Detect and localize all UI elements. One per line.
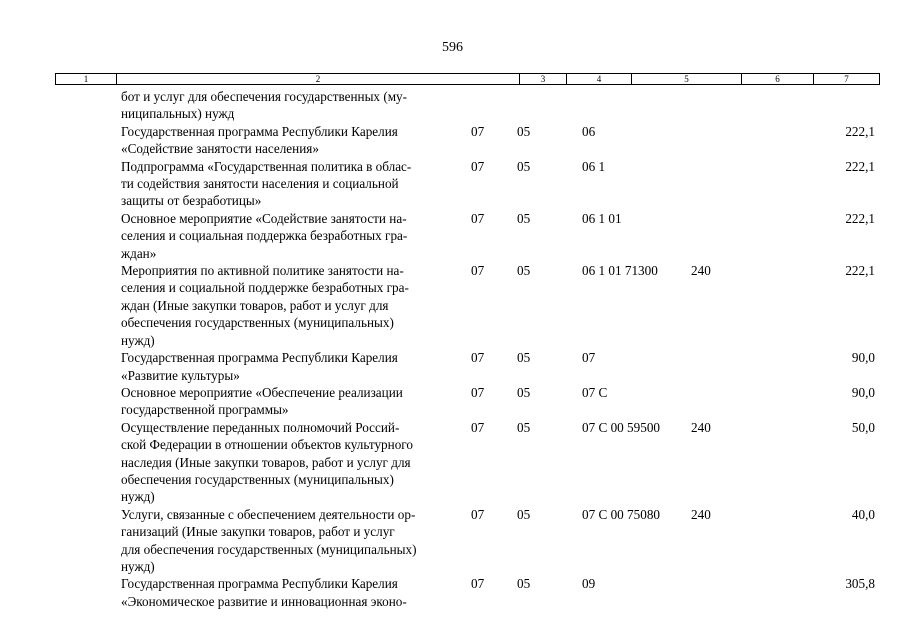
row-col3: 07 (471, 506, 485, 522)
row-col3: 07 (471, 419, 485, 435)
row-col3: 07 (471, 384, 485, 400)
table-row (0, 123, 905, 158)
row-col4: 05 (517, 210, 531, 226)
row-col4: 05 (517, 419, 531, 435)
row-col5: 07 С 00 75080 (582, 506, 661, 522)
row-col4: 05 (517, 123, 531, 139)
column-header-2: 2 (116, 74, 519, 84)
row-col7: 305,8 (845, 576, 875, 592)
table-row (0, 384, 905, 419)
row-col5: 09 (582, 576, 596, 592)
row-col7: 90,0 (851, 350, 875, 366)
row-name: Осуществление переданных полномочий Россий- ской Федерации в отношении объектов культурного наследия (Иные закупки товаров, работ и услуг для обеспечения государственных (муниципальных) нужд) (121, 419, 413, 505)
row-col3: 07 (471, 576, 485, 592)
page-number: 596 (442, 40, 463, 55)
row-col3: 07 (471, 263, 485, 279)
row-col4: 05 (517, 576, 531, 592)
table-row (0, 262, 905, 349)
table-row (0, 158, 905, 210)
row-col3: 07 (471, 350, 485, 366)
row-name: Основное мероприятие «Обеспечение реализации государственной программы» (121, 384, 403, 418)
column-header-7: 7 (813, 74, 879, 84)
row-col7: 90,0 (851, 384, 875, 400)
row-col7: 50,0 (851, 419, 875, 435)
row-col3: 07 (471, 123, 485, 139)
row-col5: 07 С 00 59500 (582, 419, 661, 435)
row-col5: 06 1 01 (582, 210, 622, 226)
row-col4: 05 (517, 158, 531, 174)
column-header-row (55, 73, 880, 85)
row-col5: 06 (582, 123, 596, 139)
row-col7: 222,1 (845, 263, 875, 279)
row-col7: 222,1 (845, 210, 875, 226)
row-col5: 06 1 01 71300 (582, 263, 658, 279)
table-row (0, 88, 905, 123)
row-col7: 40,0 (851, 506, 875, 522)
table-row (0, 210, 905, 262)
row-col6: 240 (691, 506, 711, 522)
row-col3: 07 (471, 158, 485, 174)
row-col7: 222,1 (845, 158, 875, 174)
row-name: Подпрограмма «Государственная политика в облас- ти содействия занятости населения и социальной защиты от безработицы» (121, 158, 412, 209)
row-name: Государственная программа Республики Карелия «Содействие занятости населения» (121, 123, 398, 157)
row-col6: 240 (691, 419, 711, 435)
row-col7: 222,1 (845, 123, 875, 139)
row-col5: 06 1 (582, 158, 606, 174)
column-header-5: 5 (631, 74, 741, 84)
table-row (0, 349, 905, 384)
row-name: Государственная программа Республики Карелия «Развитие культуры» (121, 350, 398, 383)
table-row (0, 419, 905, 506)
row-name: бот и услуг для обеспечения государственных (му- ниципальных) нужд (121, 89, 408, 122)
column-header-6: 6 (741, 74, 813, 84)
row-col6: 240 (691, 263, 711, 279)
row-col4: 05 (517, 384, 531, 400)
row-name: Услуги, связанные с обеспечением деятельности ор- ганизаций (Иные закупки товаров, работ и услуг для обеспечения государственных (муниципальных) нужд) (121, 506, 417, 574)
row-col4: 05 (517, 350, 531, 366)
row-col4: 05 (517, 263, 531, 279)
column-header-1: 1 (83, 74, 89, 84)
row-col4: 05 (517, 506, 531, 522)
table-body (0, 88, 905, 610)
row-col5: 07 (582, 350, 596, 366)
column-header-3: 3 (519, 74, 566, 84)
column-header-4: 4 (566, 74, 631, 84)
table-row (0, 575, 905, 610)
table-row (0, 506, 905, 576)
row-col5: 07 С (582, 384, 608, 400)
row-col3: 07 (471, 210, 485, 226)
row-name: Государственная программа Республики Карелия «Экономическое развитие и инновационная эконо- (121, 576, 407, 609)
row-name: Основное мероприятие «Содействие занятости на- селения и социальная поддержка безработных гра- ждан» (121, 210, 408, 261)
row-name: Мероприятия по активной политике занятости на- селения и социальной поддержке безработных гра- ждан (Иные закупки товаров, работ и услуг для обеспечения государственных (муниципальных) нужд) (121, 263, 409, 348)
